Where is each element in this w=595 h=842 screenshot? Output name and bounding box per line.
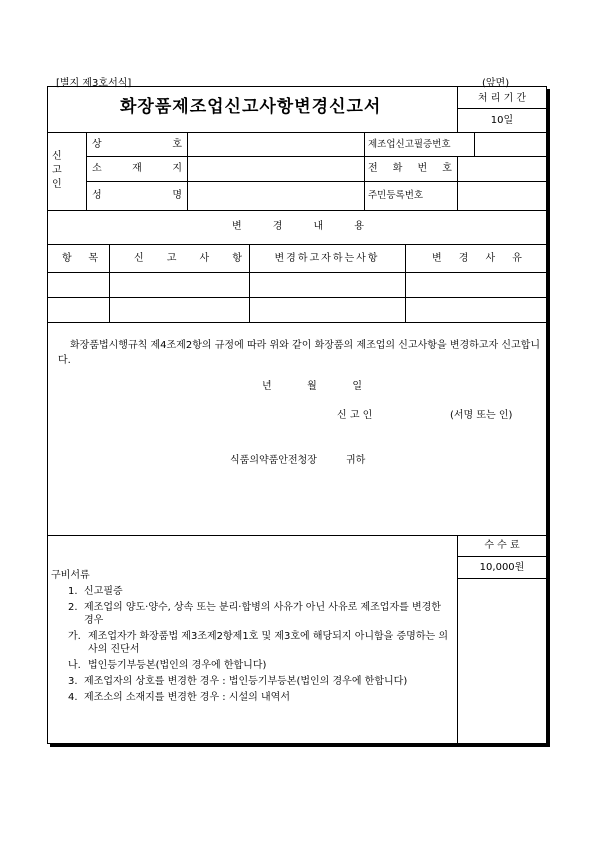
row-line (86, 156, 547, 157)
col-line (474, 132, 475, 156)
required-documents-list (68, 585, 448, 707)
recipient-office: 식품의약품안전청장 (230, 455, 317, 466)
row-line (47, 210, 547, 211)
phone-label: 전 화 번 호 (368, 163, 452, 174)
col-line (86, 132, 87, 210)
row-line (47, 244, 547, 245)
col-reason-header: 변 경 사 유 (432, 253, 522, 264)
col-line (405, 244, 406, 322)
row-line (47, 132, 547, 133)
required-documents-label: 구비서류 (51, 570, 90, 581)
date-line: 년 월 일 (262, 381, 362, 392)
form-shadow-bottom (50, 744, 550, 747)
processing-divider (457, 108, 547, 109)
fee-label: 수 수 료 (484, 540, 520, 551)
signature-placeholder: (서명 또는 인) (450, 410, 513, 421)
list-item: 가. 제조업자가 화장품법 제3조제2항제1호 및 제3호에 해당되지 아니함을 증명하는 의사의 진단서 (68, 631, 448, 655)
company-name-label: 상 호 (92, 139, 182, 150)
list-item: 1. 신고필증 (68, 586, 123, 597)
row-line (47, 272, 547, 273)
name-label: 성 명 (92, 190, 182, 201)
list-item: 3. 제조업자의 상호를 변경한 경우 : 법인등기부등본(법인의 경우에 한합니다) (68, 676, 408, 687)
recipient-suffix: 귀하 (346, 455, 366, 466)
col-line (187, 132, 188, 210)
resident-number-label: 주민등록번호 (368, 190, 424, 201)
row-line (47, 535, 547, 536)
row-line (47, 297, 547, 298)
form-number: [별지 제3호서식] (56, 78, 132, 89)
form-shadow-right (547, 89, 550, 747)
col-line (109, 244, 110, 322)
list-item: 2. 제조업의 양도·양수, 상속 또는 분리·합병의 사유가 아닌 사유로 제조업자를 변경한 경우 (68, 602, 441, 626)
page-side-label: (앞면) (482, 78, 510, 89)
col-reported-header: 신 고 사 항 (134, 253, 242, 264)
reporter-group-label: 신 고 인 (52, 151, 62, 190)
row-line (86, 181, 547, 182)
col-line (457, 156, 458, 210)
col-item-header: 항 목 (62, 253, 98, 264)
col-new-value-header: 변경하고자하는사항 (274, 253, 380, 264)
processing-period-value: 10일 (490, 115, 514, 126)
statement-text: 화장품법시행규칙 제4조제2항의 규정에 따라 위와 같이 화장품의 제조업의 신고사항을 변경하고자 신고합니다. (58, 340, 540, 366)
address-label: 소 재 지 (92, 163, 182, 174)
processing-period-label: 처 리 기 간 (477, 93, 527, 104)
row-line (47, 322, 547, 323)
signer-label: 신 고 인 (337, 410, 373, 421)
list-item: 4. 제조소의 소재지를 변경한 경우 : 시설의 내역서 (68, 692, 290, 703)
col-line (364, 132, 365, 210)
form-title: 화장품제조업신고사항변경신고서 (120, 97, 382, 117)
fee-divider (457, 556, 547, 557)
change-section-label: 변 경 내 용 (232, 221, 364, 232)
license-number-label: 제조업신고필증번호 (368, 139, 451, 150)
list-item: 나. 법인등기부등본(법인의 경우에 한합니다) (68, 660, 267, 671)
fee-bottom (457, 578, 547, 579)
fee-value: 10,000원 (479, 562, 525, 573)
